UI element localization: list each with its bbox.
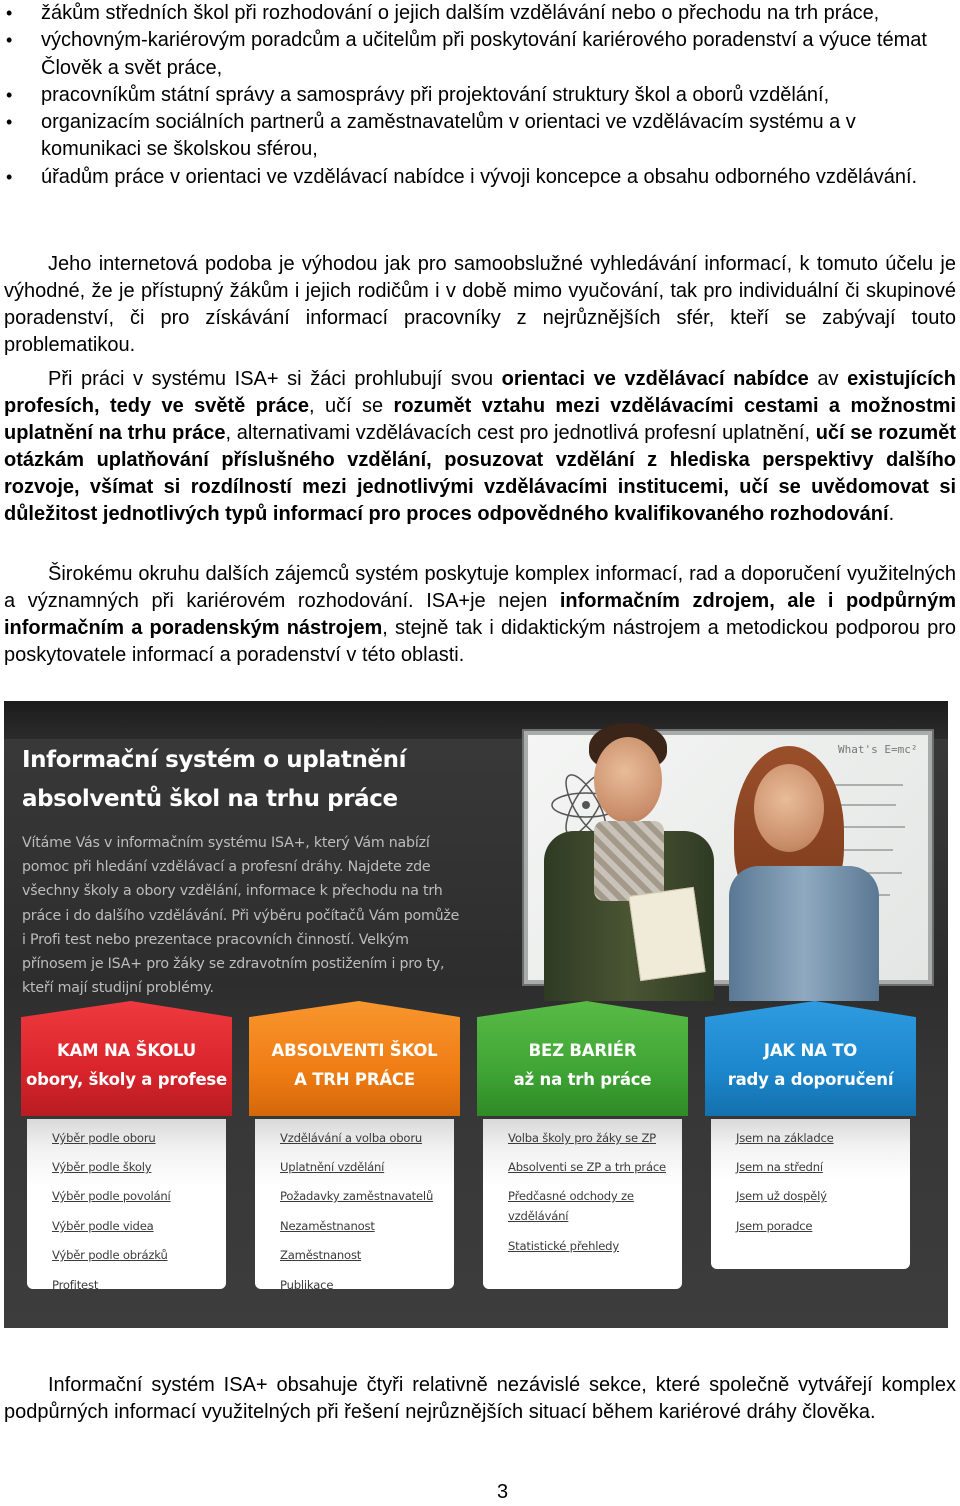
section-link[interactable]: Uplatnění vzdělání: [280, 1160, 385, 1174]
site-title-line: Informační systém o uplatnění: [22, 747, 407, 773]
section-link-list: [255, 1119, 454, 1292]
section-link[interactable]: Výběr podle školy: [52, 1160, 152, 1174]
section-link-list: [483, 1119, 682, 1289]
audience-bullet-list: [0, 0, 960, 191]
section-kam-na-skolu[interactable]: [21, 1001, 232, 1292]
site-title-line: absolventů škol na trhu práce: [22, 786, 398, 812]
student-girl: [714, 746, 894, 1001]
section-title[interactable]: BEZ BARIÉR: [528, 1041, 637, 1060]
bullet-item: • organizacím sociálních partnerů a zaměstnavatelům v orientaci ve vzdělávacím systému a v komunikaci se školskou sférou,: [0, 109, 960, 164]
section-link[interactable]: Absolventi se ZP a trh práce: [508, 1160, 666, 1174]
section-link[interactable]: Jsem na střední: [736, 1160, 823, 1174]
text-run: , stejně tak i didaktickým nástrojem a metodickou podporou pro poskytovatele informací a poradenství v této oblasti.: [4, 617, 956, 666]
section-link[interactable]: Publikace: [280, 1278, 334, 1292]
notebook: [628, 887, 705, 981]
bold-run: existujících profesích, tedy ve světě práce: [4, 368, 956, 417]
bullet-item: • výchovným-kariérovým poradcům a učitelům při poskytování kariérového poradenství a výuce témat Člověk a svět práce,: [0, 27, 960, 82]
section-link[interactable]: Výběr podle videa: [52, 1219, 154, 1233]
girl-shirt: [729, 866, 879, 1001]
boy-face: [594, 737, 662, 823]
bold-run: učí se rozumět otázkám uplatňování příslušného vzdělání, posuzovat vzdělání z hlediska perspektivy dalšího rozvoje, všímat si rozdílností mezi jednotlivými vzdělávacími institucemi, učí se uvědomovat si důležitost jednotlivých typů informací pro proces odpovědného kvalifikovaného rozhodování: [4, 422, 956, 525]
girl-face: [754, 764, 824, 852]
section-link[interactable]: vzdělávání: [508, 1209, 569, 1223]
section-title[interactable]: KAM NA ŠKOLU: [57, 1041, 196, 1060]
section-subtitle[interactable]: rady a doporučení: [727, 1070, 894, 1089]
section-subtitle[interactable]: A TRH PRÁCE: [294, 1070, 415, 1089]
whiteboard-formula: What's E=mc²: [838, 743, 918, 756]
section-link[interactable]: Volba školy pro žáky se ZP: [508, 1131, 656, 1145]
paragraph-wider-audience: [4, 561, 956, 669]
isa-website-screenshot: [4, 701, 948, 1328]
section-bez-barier[interactable]: [477, 1001, 688, 1289]
bold-run: orientaci ve vzdělávací nabídce: [501, 368, 809, 390]
text-run: .: [888, 503, 895, 525]
students-photo: [424, 701, 948, 1001]
boy-scarf: [594, 821, 664, 901]
section-link[interactable]: Nezaměstnanost: [280, 1219, 375, 1233]
text-run: Širokému okruhu dalších zájemců systém poskytuje komplex informací, rad a doporučení využitelných a významných při kariérovém rozhodování. ISA+je nejen: [4, 563, 956, 612]
section-link[interactable]: Profitest: [52, 1278, 99, 1292]
page-number: 3: [496, 1481, 509, 1503]
site-title: [22, 741, 462, 819]
section-link-list: [711, 1119, 910, 1269]
section-link[interactable]: Statistické přehledy: [508, 1239, 620, 1253]
section-link[interactable]: Výběr podle povolání: [52, 1189, 171, 1203]
bullet-item: • žákům středních škol při rozhodování o jejich dalším vzdělávání nebo o přechodu na trh práce,: [0, 0, 960, 27]
section-link[interactable]: Předčasné odchody ze: [508, 1189, 634, 1203]
section-link[interactable]: Zaměstnanost: [280, 1248, 362, 1262]
section-jak-na-to[interactable]: [705, 1001, 916, 1289]
paragraph-student-work: [4, 366, 956, 528]
bullet-item: • pracovníkům státní správy a samosprávy při projektování struktury škol a oborů vzdělání,: [0, 82, 960, 109]
section-title[interactable]: ABSOLVENTI ŠKOL: [271, 1041, 438, 1060]
section-link[interactable]: Požadavky zaměstnavatelů: [280, 1189, 434, 1203]
section-subtitle[interactable]: až na trh práce: [513, 1070, 652, 1089]
text-run: Při práci v systému ISA+ si žáci prohlubují svou: [48, 368, 502, 390]
section-subtitle[interactable]: obory, školy a profese: [25, 1070, 228, 1089]
section-link[interactable]: Jsem poradce: [736, 1219, 813, 1233]
paragraph-internet-form: Jeho internetová podoba je výhodou jak pro samoobslužné vyhledávání informací, k tomuto účelu je výhodné, že je přístupný žákům i jejich rodičům i v době mimo vyučování, tak pro individuální či skupinové poradenství, či pro získávání informací pracovníky z nejrůznějších sfér, kteří se zabývají touto problematikou.: [4, 253, 956, 356]
section-title[interactable]: JAK NA TO: [763, 1041, 858, 1060]
site-intro-text: Vítáme Vás v informačním systému ISA+, který Vám nabízí pomoc při hledání vzdělávací a profesní dráhy. Najdete zde všechny školy a obory vzdělání, informace k přechodu na trh práce i do dalšího vzdělávání. Při výběru počítačů Vám pomůže i Profi test nebo prezentace pracovních činností. Velkým přínosem je ISA+ pro žáky se zdravotním postižením i pro ty, kteří mají studijní problémy.: [22, 835, 460, 997]
section-link[interactable]: Jsem na základce: [736, 1131, 834, 1145]
bullet-item: • úřadům práce v orientaci ve vzdělávací nabídce i vývoji koncepce a obsahu odborného vzdělávání.: [0, 164, 960, 191]
section-link-list: [27, 1119, 226, 1292]
student-boy: [534, 721, 714, 1001]
text-run: , učí se: [309, 395, 394, 417]
bold-run: informačním zdrojem, ale i podpůrným informačním a poradenským nástrojem: [4, 590, 956, 639]
section-absolventi-skol[interactable]: [249, 1001, 460, 1292]
paragraph-four-sections: Informační systém ISA+ obsahuje čtyři relativně nezávislé sekce, které společně vytvářejí komplex podpůrných informací využitelných při řešení nejrůznějších situací během kariérové dráhy člověka.: [4, 1374, 956, 1423]
text-run: , alternativami vzdělávacích cest pro jednotlivá profesní uplatnění,: [225, 422, 816, 444]
section-link[interactable]: Jsem už dospělý: [736, 1189, 827, 1203]
section-link[interactable]: Výběr podle obrázků: [52, 1248, 168, 1262]
text-run: av: [808, 368, 848, 390]
section-link[interactable]: Vzdělávání a volba oboru: [280, 1131, 423, 1145]
section-link[interactable]: Výběr podle oboru: [52, 1131, 156, 1145]
bold-run: rozumět vztahu mezi vzdělávacími cestami a možnostmi uplatnění na trhu práce: [4, 395, 956, 444]
